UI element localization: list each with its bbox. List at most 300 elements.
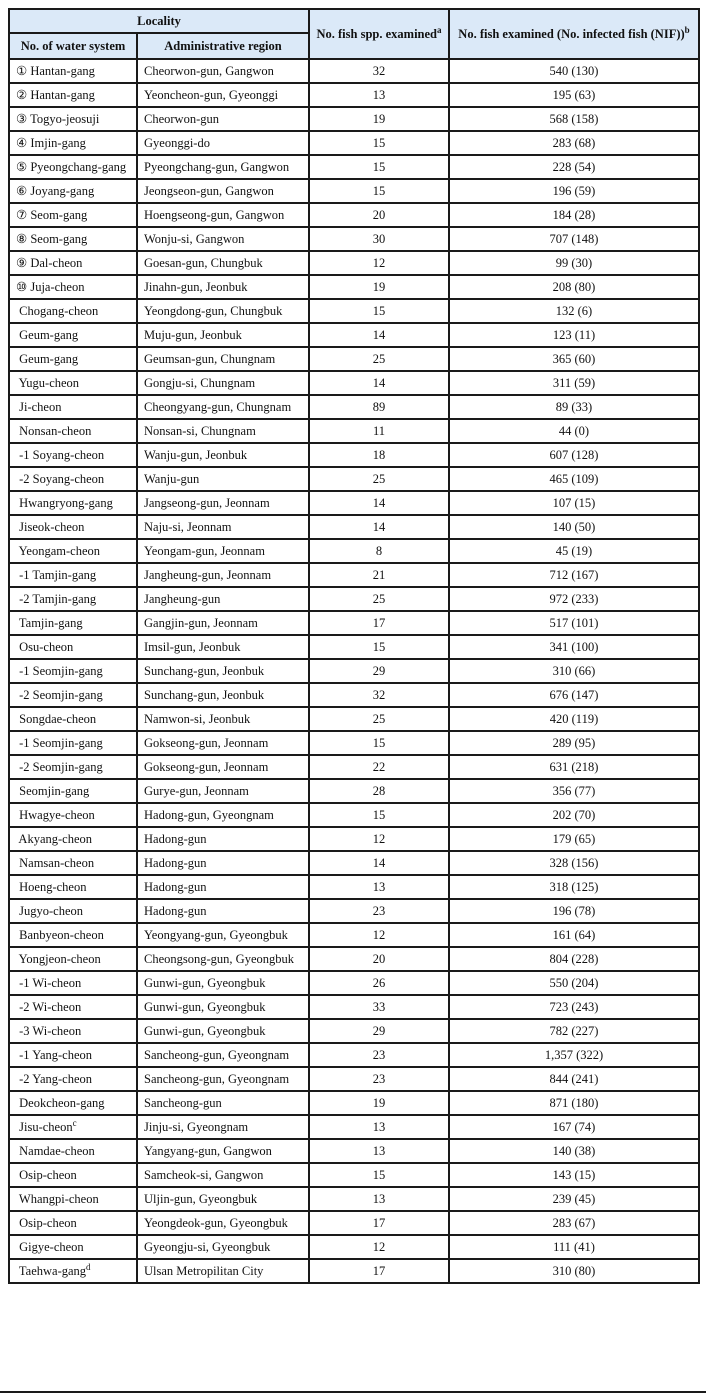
cell-admin-region: Hadong-gun, Gyeongnam bbox=[137, 803, 309, 827]
water-system-text: Hoeng-cheon bbox=[16, 879, 87, 894]
table-row bbox=[9, 539, 699, 563]
water-system-text: -1 Seomjin-gang bbox=[16, 663, 103, 678]
cell-admin-region: Wonju-si, Gangwon bbox=[137, 227, 309, 251]
table-row bbox=[9, 1019, 699, 1043]
cell-spp-examined: 23 bbox=[309, 1043, 449, 1067]
cell-fish-examined: 844 (241) bbox=[449, 1067, 699, 1091]
cell-water-system bbox=[9, 1043, 137, 1067]
cell-admin-region: Samcheok-si, Gangwon bbox=[137, 1163, 309, 1187]
cell-fish-examined: 123 (11) bbox=[449, 323, 699, 347]
footnote-marker: c bbox=[72, 1117, 77, 1128]
water-system-text: Banbyeon-cheon bbox=[16, 927, 104, 942]
cell-water-system bbox=[9, 83, 137, 107]
cell-fish-examined: 712 (167) bbox=[449, 563, 699, 587]
water-system-text: -2 Soyang-cheon bbox=[16, 471, 105, 486]
cell-admin-region: Gunwi-gun, Gyeongbuk bbox=[137, 971, 309, 995]
water-system-text: -3 Wi-cheon bbox=[16, 1023, 82, 1038]
cell-water-system bbox=[9, 947, 137, 971]
cell-spp-examined: 15 bbox=[309, 731, 449, 755]
cell-water-system bbox=[9, 539, 137, 563]
cell-admin-region: Sunchang-gun, Jeonbuk bbox=[137, 683, 309, 707]
cell-fish-examined: 111 (41) bbox=[449, 1235, 699, 1259]
cell-spp-examined: 15 bbox=[309, 155, 449, 179]
table-row bbox=[9, 323, 699, 347]
cell-fish-examined: 179 (65) bbox=[449, 827, 699, 851]
water-system-text: Hwagye-cheon bbox=[16, 807, 95, 822]
cell-fish-examined: 195 (63) bbox=[449, 83, 699, 107]
cell-spp-examined: 14 bbox=[309, 491, 449, 515]
cell-water-system bbox=[9, 1259, 137, 1283]
cell-admin-region: Sunchang-gun, Jeonbuk bbox=[137, 659, 309, 683]
table-row bbox=[9, 779, 699, 803]
cell-water-system bbox=[9, 851, 137, 875]
cell-water-system bbox=[9, 971, 137, 995]
table-row bbox=[9, 1163, 699, 1187]
cell-admin-region: Geumsan-gun, Chungnam bbox=[137, 347, 309, 371]
cell-admin-region: Ulsan Metropilitan City bbox=[137, 1259, 309, 1283]
table-row bbox=[9, 371, 699, 395]
table-row bbox=[9, 419, 699, 443]
table-row bbox=[9, 611, 699, 635]
water-system-text: Yugu-cheon bbox=[16, 375, 80, 390]
cell-fish-examined: 465 (109) bbox=[449, 467, 699, 491]
cell-admin-region: Naju-si, Jeonnam bbox=[137, 515, 309, 539]
cell-water-system bbox=[9, 1139, 137, 1163]
cell-admin-region: Namwon-si, Jeonbuk bbox=[137, 707, 309, 731]
water-system-text: Yongjeon-cheon bbox=[16, 951, 101, 966]
cell-spp-examined: 21 bbox=[309, 563, 449, 587]
cell-water-system bbox=[9, 347, 137, 371]
water-system-text: ⑨ Dal-cheon bbox=[16, 256, 83, 270]
cell-admin-region: Yeoncheon-gun, Gyeonggi bbox=[137, 83, 309, 107]
cell-fish-examined: 140 (50) bbox=[449, 515, 699, 539]
cell-spp-examined: 13 bbox=[309, 83, 449, 107]
cell-admin-region: Hadong-gun bbox=[137, 827, 309, 851]
table-row bbox=[9, 1115, 699, 1139]
cell-water-system bbox=[9, 251, 137, 275]
table-row bbox=[9, 515, 699, 539]
cell-admin-region: Gokseong-gun, Jeonnam bbox=[137, 755, 309, 779]
cell-water-system bbox=[9, 467, 137, 491]
cell-spp-examined: 29 bbox=[309, 1019, 449, 1043]
cell-spp-examined: 32 bbox=[309, 683, 449, 707]
cell-fish-examined: 196 (78) bbox=[449, 899, 699, 923]
cell-admin-region: Yeongdeok-gun, Gyeongbuk bbox=[137, 1211, 309, 1235]
table-container bbox=[8, 8, 698, 1284]
cell-fish-examined: 420 (119) bbox=[449, 707, 699, 731]
cell-admin-region: Imsil-gun, Jeonbuk bbox=[137, 635, 309, 659]
cell-water-system bbox=[9, 1211, 137, 1235]
cell-fish-examined: 132 (6) bbox=[449, 299, 699, 323]
cell-fish-examined: 1,357 (322) bbox=[449, 1043, 699, 1067]
cell-spp-examined: 89 bbox=[309, 395, 449, 419]
cell-water-system bbox=[9, 803, 137, 827]
cell-fish-examined: 550 (204) bbox=[449, 971, 699, 995]
footnote-marker: a bbox=[437, 24, 442, 35]
header-admin-region: Administrative region bbox=[137, 33, 309, 59]
table-row bbox=[9, 875, 699, 899]
cell-admin-region: Gangjin-gun, Jeonnam bbox=[137, 611, 309, 635]
cell-admin-region: Gokseong-gun, Jeonnam bbox=[137, 731, 309, 755]
water-system-text: ⑦ Seom-gang bbox=[16, 208, 88, 222]
cell-water-system bbox=[9, 131, 137, 155]
water-system-text: Geum-gang bbox=[16, 351, 79, 366]
cell-water-system bbox=[9, 563, 137, 587]
table-row bbox=[9, 707, 699, 731]
water-system-text: Taehwa-gang bbox=[16, 1263, 87, 1278]
cell-admin-region: Gurye-gun, Jeonnam bbox=[137, 779, 309, 803]
cell-spp-examined: 22 bbox=[309, 755, 449, 779]
cell-admin-region: Jinahn-gun, Jeonbuk bbox=[137, 275, 309, 299]
cell-spp-examined: 12 bbox=[309, 827, 449, 851]
cell-admin-region: Nonsan-si, Chungnam bbox=[137, 419, 309, 443]
cell-fish-examined: 44 (0) bbox=[449, 419, 699, 443]
water-system-text: Osu-cheon bbox=[16, 639, 74, 654]
cell-water-system bbox=[9, 707, 137, 731]
cell-admin-region: Muju-gun, Jeonbuk bbox=[137, 323, 309, 347]
water-system-text: -1 Wi-cheon bbox=[16, 975, 82, 990]
table-row bbox=[9, 83, 699, 107]
table-row bbox=[9, 347, 699, 371]
cell-water-system bbox=[9, 299, 137, 323]
cell-admin-region: Hoengseong-gun, Gangwon bbox=[137, 203, 309, 227]
table-row bbox=[9, 971, 699, 995]
cell-water-system bbox=[9, 875, 137, 899]
table-row bbox=[9, 491, 699, 515]
water-system-text: Chogang-cheon bbox=[16, 303, 99, 318]
cell-admin-region: Cheongyang-gun, Chungnam bbox=[137, 395, 309, 419]
fish-survey-table bbox=[8, 8, 700, 1284]
cell-spp-examined: 26 bbox=[309, 971, 449, 995]
cell-fish-examined: 631 (218) bbox=[449, 755, 699, 779]
water-system-text: Namdae-cheon bbox=[16, 1143, 95, 1158]
cell-admin-region: Sancheong-gun bbox=[137, 1091, 309, 1115]
cell-fish-examined: 196 (59) bbox=[449, 179, 699, 203]
water-system-text: Geum-gang bbox=[16, 327, 79, 342]
cell-spp-examined: 15 bbox=[309, 131, 449, 155]
cell-spp-examined: 25 bbox=[309, 587, 449, 611]
cell-spp-examined: 25 bbox=[309, 707, 449, 731]
cell-fish-examined: 161 (64) bbox=[449, 923, 699, 947]
water-system-text: Osip-cheon bbox=[16, 1167, 77, 1182]
cell-water-system bbox=[9, 1067, 137, 1091]
cell-water-system bbox=[9, 1163, 137, 1187]
cell-water-system bbox=[9, 275, 137, 299]
water-system-text: Whangpi-cheon bbox=[16, 1191, 99, 1206]
cell-admin-region: Yangyang-gun, Gangwon bbox=[137, 1139, 309, 1163]
cell-fish-examined: 89 (33) bbox=[449, 395, 699, 419]
cell-water-system bbox=[9, 611, 137, 635]
cell-fish-examined: 140 (38) bbox=[449, 1139, 699, 1163]
cell-water-system bbox=[9, 203, 137, 227]
cell-admin-region: Jinju-si, Gyeongnam bbox=[137, 1115, 309, 1139]
cell-water-system bbox=[9, 995, 137, 1019]
cell-fish-examined: 143 (15) bbox=[449, 1163, 699, 1187]
header-water-system: No. of water system bbox=[9, 33, 137, 59]
cell-admin-region: Gyeonggi-do bbox=[137, 131, 309, 155]
water-system-text: ② Hantan-gang bbox=[16, 88, 95, 102]
water-system-text: ⑧ Seom-gang bbox=[16, 232, 88, 246]
cell-spp-examined: 14 bbox=[309, 515, 449, 539]
table-row bbox=[9, 899, 699, 923]
cell-fish-examined: 208 (80) bbox=[449, 275, 699, 299]
cell-spp-examined: 14 bbox=[309, 323, 449, 347]
cell-water-system bbox=[9, 1091, 137, 1115]
table-row bbox=[9, 803, 699, 827]
cell-water-system bbox=[9, 107, 137, 131]
table-row bbox=[9, 587, 699, 611]
cell-water-system bbox=[9, 1187, 137, 1211]
water-system-text: ⑩ Juja-cheon bbox=[16, 280, 85, 294]
cell-fish-examined: 45 (19) bbox=[449, 539, 699, 563]
cell-spp-examined: 32 bbox=[309, 59, 449, 83]
table-header bbox=[9, 9, 699, 59]
cell-water-system bbox=[9, 587, 137, 611]
water-system-text: Deokcheon-gang bbox=[16, 1095, 105, 1110]
cell-water-system bbox=[9, 755, 137, 779]
cell-spp-examined: 23 bbox=[309, 1067, 449, 1091]
cell-spp-examined: 13 bbox=[309, 1139, 449, 1163]
cell-spp-examined: 18 bbox=[309, 443, 449, 467]
cell-admin-region: Cheorwon-gun, Gangwon bbox=[137, 59, 309, 83]
cell-admin-region: Gunwi-gun, Gyeongbuk bbox=[137, 995, 309, 1019]
cell-fish-examined: 318 (125) bbox=[449, 875, 699, 899]
cell-fish-examined: 184 (28) bbox=[449, 203, 699, 227]
cell-fish-examined: 341 (100) bbox=[449, 635, 699, 659]
water-system-text: -1 Seomjin-gang bbox=[16, 735, 103, 750]
cell-fish-examined: 107 (15) bbox=[449, 491, 699, 515]
cell-fish-examined: 167 (74) bbox=[449, 1115, 699, 1139]
cell-fish-examined: 310 (66) bbox=[449, 659, 699, 683]
water-system-text: Nonsan-cheon bbox=[16, 423, 92, 438]
cell-admin-region: Gunwi-gun, Gyeongbuk bbox=[137, 1019, 309, 1043]
cell-water-system bbox=[9, 659, 137, 683]
cell-admin-region: Goesan-gun, Chungbuk bbox=[137, 251, 309, 275]
table-row bbox=[9, 395, 699, 419]
cell-admin-region: Hadong-gun bbox=[137, 875, 309, 899]
cell-admin-region: Gongju-si, Chungnam bbox=[137, 371, 309, 395]
cell-fish-examined: 310 (80) bbox=[449, 1259, 699, 1283]
cell-water-system bbox=[9, 683, 137, 707]
cell-admin-region: Jangheung-gun bbox=[137, 587, 309, 611]
water-system-text: -1 Tamjin-gang bbox=[16, 567, 97, 582]
table-row bbox=[9, 995, 699, 1019]
cell-fish-examined: 99 (30) bbox=[449, 251, 699, 275]
cell-fish-examined: 782 (227) bbox=[449, 1019, 699, 1043]
water-system-text: ③ Togyo-jeosuji bbox=[16, 112, 100, 126]
cell-water-system bbox=[9, 155, 137, 179]
table-row bbox=[9, 1067, 699, 1091]
cell-water-system bbox=[9, 227, 137, 251]
cell-fish-examined: 202 (70) bbox=[449, 803, 699, 827]
table-row bbox=[9, 1139, 699, 1163]
cell-water-system bbox=[9, 59, 137, 83]
water-system-text: Akyang-cheon bbox=[16, 831, 93, 846]
cell-spp-examined: 15 bbox=[309, 635, 449, 659]
cell-water-system bbox=[9, 395, 137, 419]
table-row bbox=[9, 107, 699, 131]
cell-spp-examined: 25 bbox=[309, 467, 449, 491]
cell-spp-examined: 15 bbox=[309, 299, 449, 323]
cell-water-system bbox=[9, 779, 137, 803]
water-system-text: Gigye-cheon bbox=[16, 1239, 84, 1254]
cell-fish-examined: 328 (156) bbox=[449, 851, 699, 875]
cell-water-system bbox=[9, 371, 137, 395]
cell-spp-examined: 15 bbox=[309, 1163, 449, 1187]
water-system-text: -2 Seomjin-gang bbox=[16, 687, 103, 702]
cell-water-system bbox=[9, 323, 137, 347]
cell-fish-examined: 676 (147) bbox=[449, 683, 699, 707]
water-system-text: -2 Tamjin-gang bbox=[16, 591, 97, 606]
cell-fish-examined: 356 (77) bbox=[449, 779, 699, 803]
footnote-marker: d bbox=[86, 1261, 91, 1272]
water-system-text: Ji-cheon bbox=[16, 399, 62, 414]
cell-spp-examined: 19 bbox=[309, 107, 449, 131]
table-row bbox=[9, 227, 699, 251]
cell-admin-region: Gyeongju-si, Gyeongbuk bbox=[137, 1235, 309, 1259]
cell-fish-examined: 289 (95) bbox=[449, 731, 699, 755]
cell-fish-examined: 607 (128) bbox=[449, 443, 699, 467]
cell-fish-examined: 723 (243) bbox=[449, 995, 699, 1019]
cell-water-system bbox=[9, 515, 137, 539]
cell-water-system bbox=[9, 443, 137, 467]
cell-water-system bbox=[9, 1115, 137, 1139]
table-row bbox=[9, 851, 699, 875]
cell-fish-examined: 311 (59) bbox=[449, 371, 699, 395]
header-spp-examined-label: No. fish spp. examined bbox=[316, 26, 437, 41]
cell-fish-examined: 568 (158) bbox=[449, 107, 699, 131]
table-row bbox=[9, 59, 699, 83]
table-row bbox=[9, 755, 699, 779]
cell-spp-examined: 13 bbox=[309, 875, 449, 899]
cell-admin-region: Hadong-gun bbox=[137, 899, 309, 923]
cell-fish-examined: 517 (101) bbox=[449, 611, 699, 635]
water-system-text: Hwangryong-gang bbox=[16, 495, 113, 510]
water-system-text: -2 Yang-cheon bbox=[16, 1071, 93, 1086]
water-system-text: Yeongam-cheon bbox=[16, 543, 101, 558]
water-system-text: ⑥ Joyang-gang bbox=[16, 184, 95, 198]
cell-spp-examined: 29 bbox=[309, 659, 449, 683]
cell-fish-examined: 804 (228) bbox=[449, 947, 699, 971]
table-row bbox=[9, 203, 699, 227]
cell-spp-examined: 12 bbox=[309, 923, 449, 947]
cell-fish-examined: 707 (148) bbox=[449, 227, 699, 251]
cell-admin-region: Wanju-gun, Jeonbuk bbox=[137, 443, 309, 467]
cell-water-system bbox=[9, 731, 137, 755]
cell-admin-region: Yeongyang-gun, Gyeongbuk bbox=[137, 923, 309, 947]
header-locality: Locality bbox=[9, 9, 309, 33]
table-body bbox=[9, 59, 699, 1283]
table-row bbox=[9, 683, 699, 707]
table-row bbox=[9, 155, 699, 179]
cell-water-system bbox=[9, 923, 137, 947]
cell-spp-examined: 23 bbox=[309, 899, 449, 923]
cell-spp-examined: 17 bbox=[309, 1259, 449, 1283]
water-system-text: -2 Seomjin-gang bbox=[16, 759, 103, 774]
table-row bbox=[9, 443, 699, 467]
table-row bbox=[9, 1235, 699, 1259]
cell-water-system bbox=[9, 179, 137, 203]
water-system-text: Jiseok-cheon bbox=[16, 519, 85, 534]
water-system-text: -1 Soyang-cheon bbox=[16, 447, 105, 462]
cell-spp-examined: 19 bbox=[309, 1091, 449, 1115]
cell-spp-examined: 13 bbox=[309, 1187, 449, 1211]
water-system-text: Namsan-cheon bbox=[16, 855, 95, 870]
table-row bbox=[9, 1211, 699, 1235]
cell-admin-region: Jeongseon-gun, Gangwon bbox=[137, 179, 309, 203]
table-row bbox=[9, 635, 699, 659]
table-row bbox=[9, 1043, 699, 1067]
cell-water-system bbox=[9, 827, 137, 851]
water-system-text: Osip-cheon bbox=[16, 1215, 77, 1230]
table-row bbox=[9, 179, 699, 203]
cell-admin-region: Uljin-gun, Gyeongbuk bbox=[137, 1187, 309, 1211]
cell-spp-examined: 12 bbox=[309, 251, 449, 275]
cell-admin-region: Sancheong-gun, Gyeongnam bbox=[137, 1067, 309, 1091]
cell-admin-region: Sancheong-gun, Gyeongnam bbox=[137, 1043, 309, 1067]
table-row bbox=[9, 275, 699, 299]
cell-spp-examined: 11 bbox=[309, 419, 449, 443]
table-row bbox=[9, 827, 699, 851]
cell-admin-region: Hadong-gun bbox=[137, 851, 309, 875]
cell-spp-examined: 28 bbox=[309, 779, 449, 803]
table-row bbox=[9, 923, 699, 947]
cell-admin-region: Jangheung-gun, Jeonnam bbox=[137, 563, 309, 587]
cell-spp-examined: 20 bbox=[309, 203, 449, 227]
cell-water-system bbox=[9, 491, 137, 515]
cell-water-system bbox=[9, 1235, 137, 1259]
table-row bbox=[9, 251, 699, 275]
table-row bbox=[9, 563, 699, 587]
cell-spp-examined: 14 bbox=[309, 371, 449, 395]
table-row bbox=[9, 1187, 699, 1211]
table-row bbox=[9, 299, 699, 323]
cell-spp-examined: 14 bbox=[309, 851, 449, 875]
water-system-text: Tamjin-gang bbox=[16, 615, 83, 630]
cell-fish-examined: 283 (67) bbox=[449, 1211, 699, 1235]
cell-admin-region: Pyeongchang-gun, Gangwon bbox=[137, 155, 309, 179]
cell-spp-examined: 12 bbox=[309, 1235, 449, 1259]
water-system-text: ④ Imjin-gang bbox=[16, 136, 86, 150]
table-row bbox=[9, 1259, 699, 1283]
header-fish-examined-label: No. fish examined (No. infected fish (NIF)) bbox=[458, 26, 685, 41]
water-system-text: Seomjin-gang bbox=[16, 783, 90, 798]
header-spp-examined bbox=[309, 9, 449, 59]
cell-spp-examined: 15 bbox=[309, 803, 449, 827]
cell-spp-examined: 15 bbox=[309, 179, 449, 203]
header-fish-examined bbox=[449, 9, 699, 59]
table-row bbox=[9, 659, 699, 683]
cell-admin-region: Cheorwon-gun bbox=[137, 107, 309, 131]
water-system-text: -2 Wi-cheon bbox=[16, 999, 82, 1014]
cell-admin-region: Wanju-gun bbox=[137, 467, 309, 491]
table-row bbox=[9, 467, 699, 491]
cell-fish-examined: 871 (180) bbox=[449, 1091, 699, 1115]
cell-fish-examined: 283 (68) bbox=[449, 131, 699, 155]
cell-spp-examined: 13 bbox=[309, 1115, 449, 1139]
cell-fish-examined: 239 (45) bbox=[449, 1187, 699, 1211]
footnote-marker: b bbox=[684, 24, 690, 35]
table-row bbox=[9, 731, 699, 755]
water-system-text: Songdae-cheon bbox=[16, 711, 97, 726]
cell-admin-region: Yeongam-gun, Jeonnam bbox=[137, 539, 309, 563]
cell-admin-region: Cheongsong-gun, Gyeongbuk bbox=[137, 947, 309, 971]
bottom-divider bbox=[0, 1391, 706, 1393]
cell-spp-examined: 20 bbox=[309, 947, 449, 971]
cell-spp-examined: 17 bbox=[309, 1211, 449, 1235]
cell-spp-examined: 33 bbox=[309, 995, 449, 1019]
cell-fish-examined: 228 (54) bbox=[449, 155, 699, 179]
